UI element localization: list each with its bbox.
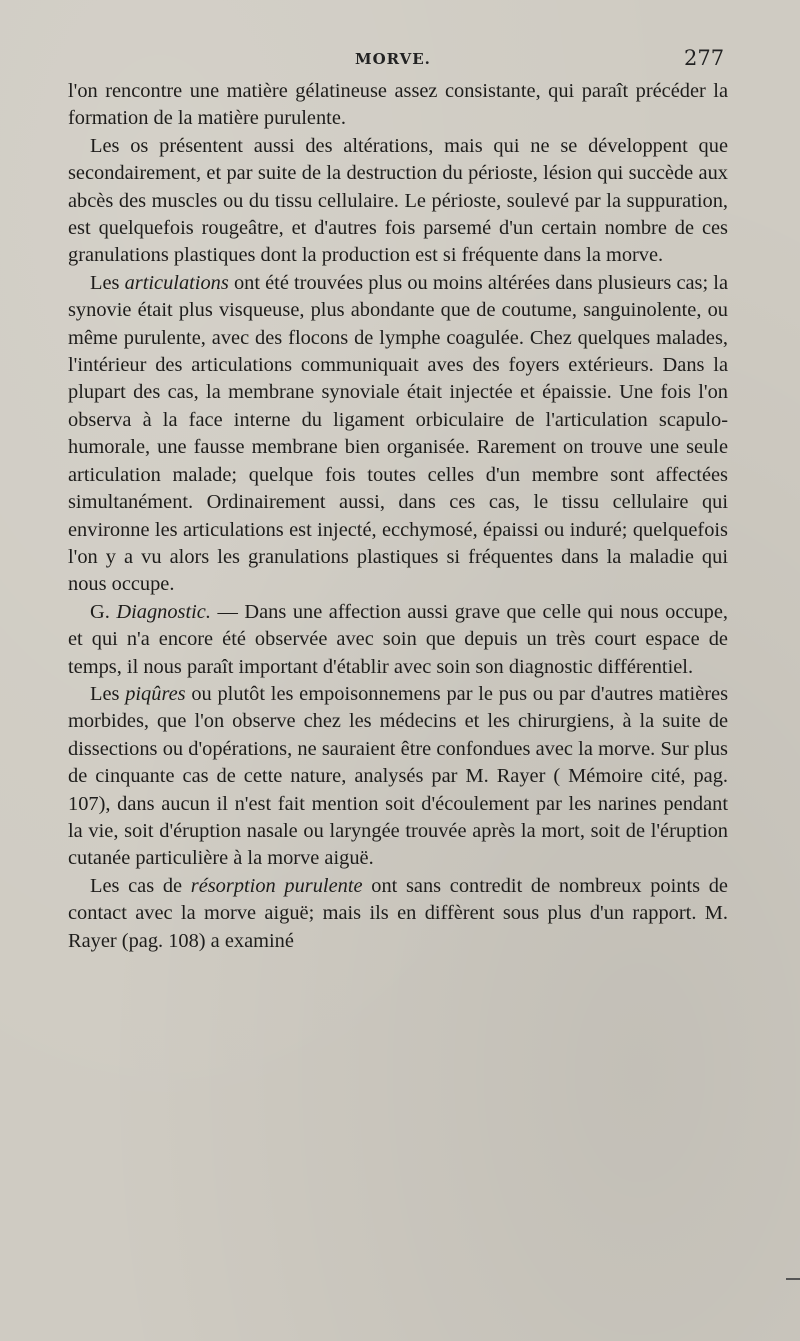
body-text [68,78,728,955]
paragraph-lead: Les [90,271,125,294]
paragraph-articulations [68,270,728,599]
paragraph-lead: Les [90,682,126,705]
paragraph-resorption [68,873,728,955]
paragraph-lead: Les cas de [90,874,191,897]
paragraph-text: — Dans une affection aussi grave que celle qui nous occupe, et qui n'a encore été observée avec soin que depuis un très court espace de temps, il nous paraît important d'établir avec soin son diagnostic différentiel. [68,600,729,678]
paragraph-text: ou plutôt les empoisonnemens par le pus ou par d'autres matières morbides, que l'on observe chez les médecins et les chirurgiens, à la suite de dissections ou d'opérations, ne sauraient être confondues avec la morve. Sur plus de cinquante cas de cette nature, analysés par M. Rayer ( Mémoire cité, pag. 107), dans aucun il n'est fait mention soit d'écoulement par les narines pendant la vie, soit d'éruption nasale ou laryngée trouvée après la mort, soit de l'éruption cutanée particulière à la morve aiguë. [68,682,729,870]
paragraph-emphasis: piqûres [125,682,186,705]
paragraph-text: l'on rencontre une matière gélatineuse assez consistante, qui paraît précéder la formation de la matière purulente. [68,80,728,130]
paragraph-continuation [68,78,728,133]
running-title: MORVE. [355,50,431,68]
paragraph-text: Les os présentent aussi des altérations, mais qui ne se développent que secondairement, et par suite de la destruction du périoste, lésion qui succède aux abcès des muscles ou du tissu cellulaire. Le périoste, soulevé par la suppuration, est quelquefois rougeâtre, et d'autres fois parsemé d'un certain nombre de ces granulations plastiques dont la production est si fréquente dans la morve. [68,134,728,267]
page-number: 277 [684,46,725,70]
section-heading: Diagnostic. [116,600,211,623]
paragraph-text: ont sans contredit de nombreux points de contact avec la morve aiguë; mais ils en diffèrent sous plus d'un rapport. M. Rayer (pag. 108) a examiné [68,874,728,952]
paragraph-emphasis: résorption purulente [190,874,363,897]
paragraph-piqures [68,681,728,873]
paragraph-emphasis: articulations [124,271,229,294]
margin-mark [786,1278,800,1280]
paragraph-bones [68,133,728,270]
paragraph-lead: G. [90,600,117,623]
running-header [0,46,800,76]
paragraph-text: ont été trouvées plus ou moins altérées dans plusieurs cas; la synovie était plus visqueuse, plus abondante que de coutume, sanguinolente, ou même purulente, avec des flocons de lymphe coagulée. Chez quelques malades, l'intérieur des articulations communiquait aves des foyers extérieurs. Dans la plupart des cas, la membrane synoviale était injectée et épaissie. Une fois l'on observa à la face interne du ligament orbiculaire de l'articulation scapulo-humorale, une fausse membrane bien organisée. Rarement on trouve une seule articulation malade; quelque fois toutes celles d'un membre sont affectées simultanément. Ordinairement aussi, dans ces cas, le tissu cellulaire qui environne les articulations est injecté, ecchymosé, épaissi ou induré; quelquefois l'on y a vu alors les granulations plastiques si fréquentes dans la maladie qui nous occupe. [68,271,728,596]
paragraph-diagnostic [68,599,728,681]
